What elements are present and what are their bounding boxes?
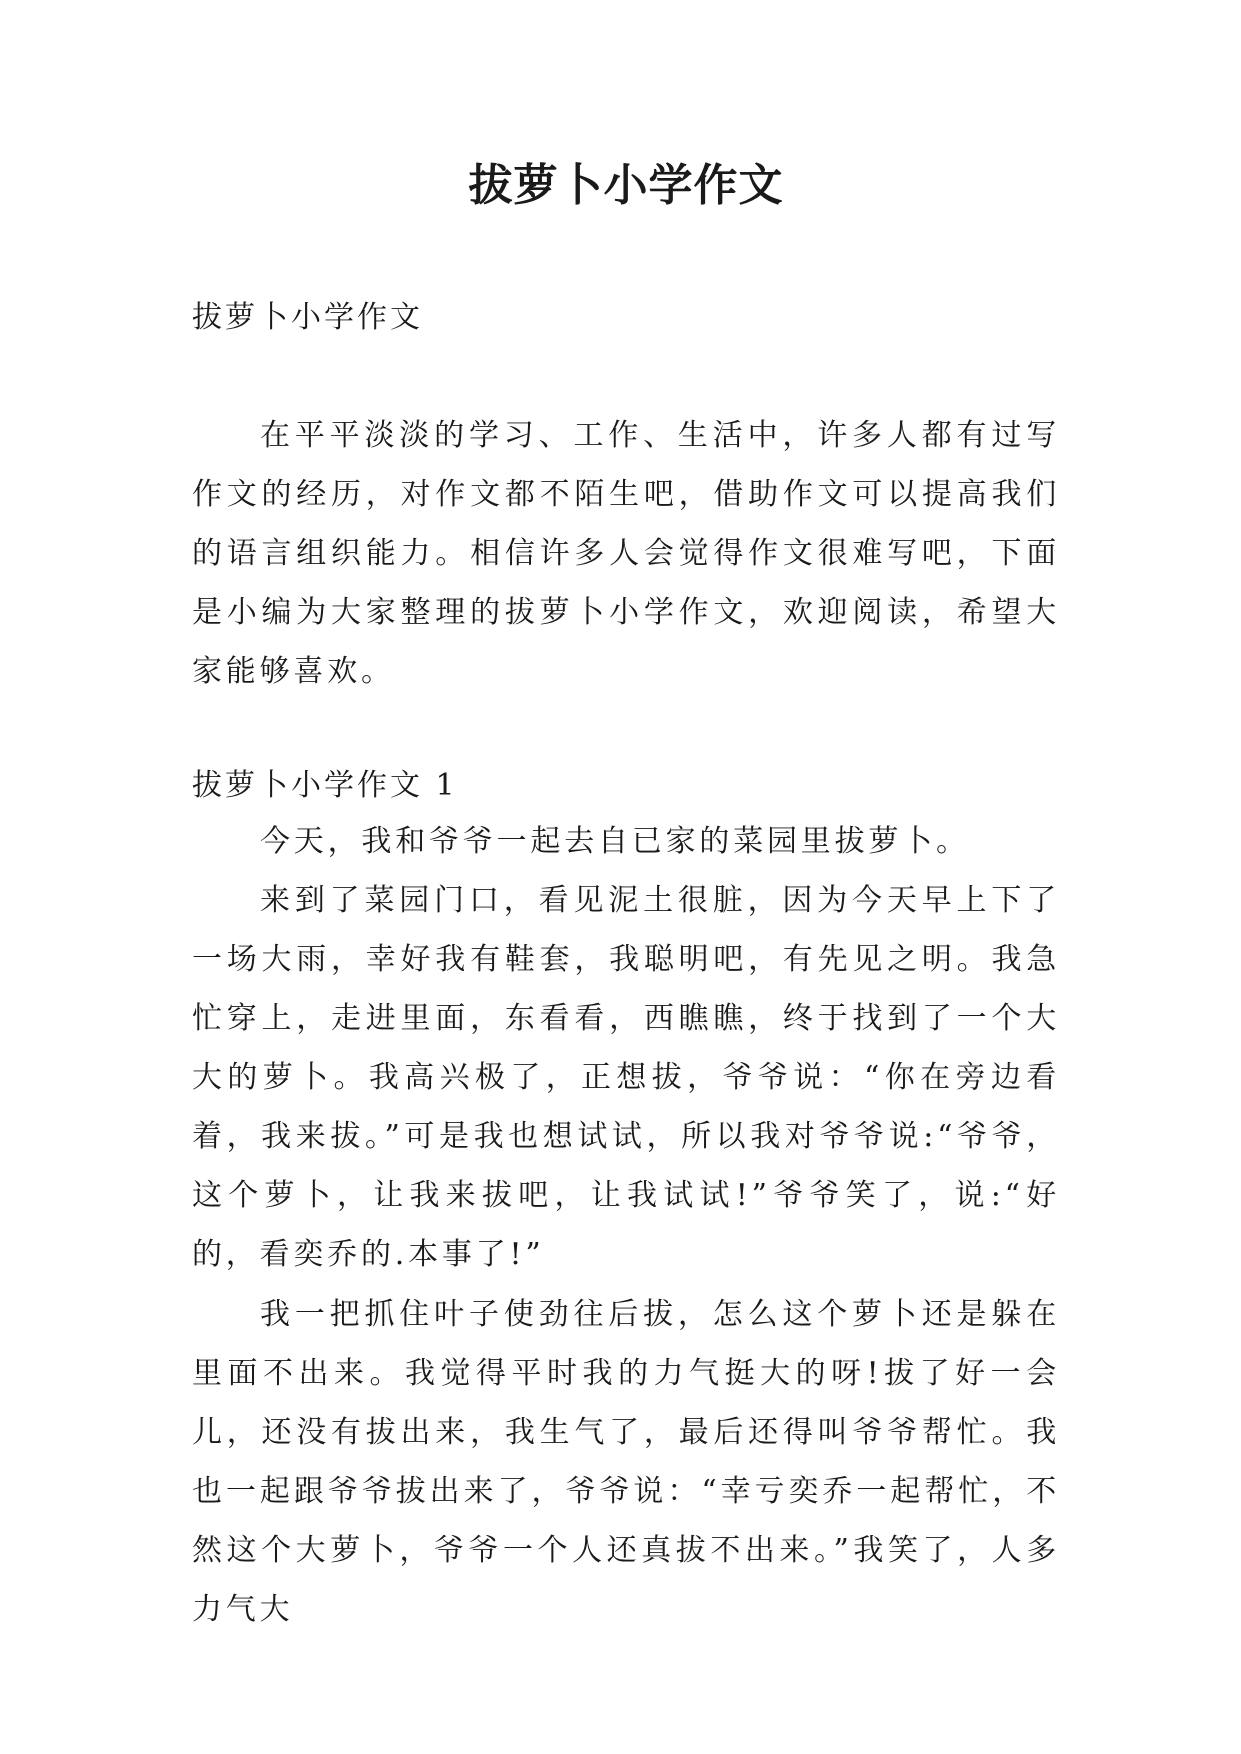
body-paragraph-1: 今天，我和爷爷一起去自已家的菜园里拔萝卜。 <box>260 824 970 859</box>
document-title: 拔萝卜小学作文 <box>468 160 784 211</box>
intro-paragraph: 在平平淡淡的学习、工作、生活中，许多人都有过写作文的经历，对作文都不陌生吧，借助作文可以提高我们的语言组织能力。相信许多人会觉得作文很难写吧，下面是小编为大家整理的拔萝卜小学作文，欢迎阅读，希望大家能够喜欢。 <box>192 418 1060 689</box>
section-heading: 拔萝卜小学作文 1 <box>192 768 458 803</box>
document-subtitle: 拔萝卜小学作文 <box>192 300 423 335</box>
body-paragraph-2: 来到了菜园门口，看见泥土很脏，因为今天早上下了一场大雨，幸好我有鞋套，我聪明吧，有先见之明。我急忙穿上，走进里面，东看看，西瞧瞧，终于找到了一个大大的萝卜。我高兴极了，正想拔，爷爷说：“你在旁边看着，我来拔。”可是我也想试试，所以我对爷爷说:“爷爷，这个萝卜，让我来拔吧，让我试试!”爷爷笑了，说:“好的，看奕乔的.本事了!” <box>192 883 1060 1272</box>
body-paragraph-3: 我一把抓住叶子使劲往后拔，怎么这个萝卜还是躲在里面不出来。我觉得平时我的力气挺大的呀!拔了好一会儿，还没有拔出来，我生气了，最后还得叫爷爷帮忙。我也一起跟爷爷拔出来了，爷爷说：“幸亏奕乔一起帮忙，不然这个大萝卜，爷爷一个人还真拔不出来。”我笑了，人多力气大 <box>192 1297 1060 1627</box>
